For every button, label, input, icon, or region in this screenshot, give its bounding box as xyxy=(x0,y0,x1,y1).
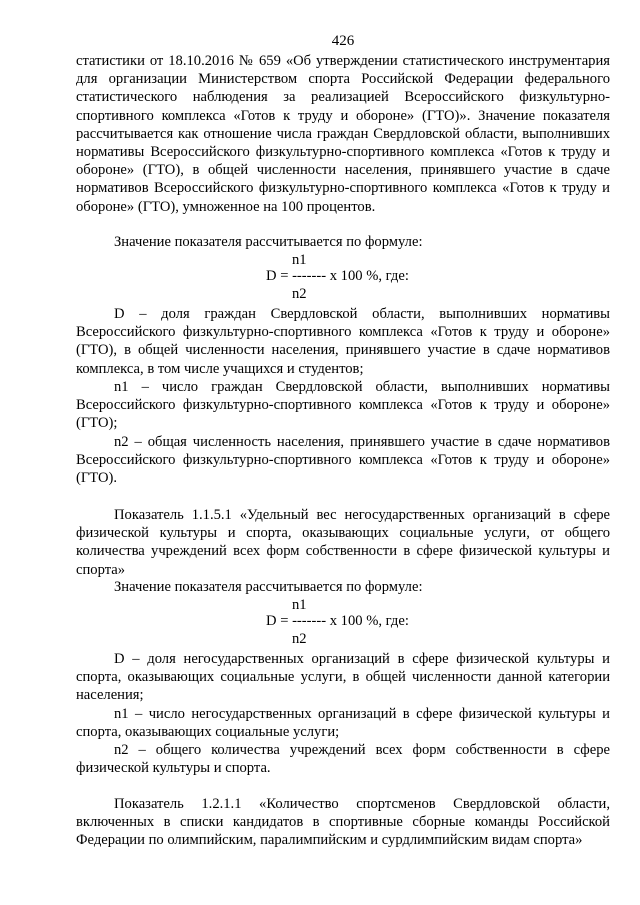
formula-numerator: n1 xyxy=(292,597,307,613)
paragraph-indicator-1211: Показатель 1.2.1.1 «Количество спортсменов Свердловской области, включенных в списки кандидатов в спортивные сборные команды Российской Федерации по олимпийским, паралимпийским и сурдлимпийским видам спорта» xyxy=(76,796,610,849)
formula-equation: D = ------- х 100 %, где: xyxy=(266,613,409,629)
paragraph-formula-intro-2: Значение показателя рассчитывается по формуле: xyxy=(114,579,423,595)
formula-equation: D = ------- х 100 %, где: xyxy=(266,268,409,284)
formula-denominator: n2 xyxy=(292,286,307,302)
paragraph-n2-definition-2: n2 – общего количества учреждений всех форм собственности в сфере физической культуры и спорта. xyxy=(76,742,610,777)
formula-denominator: n2 xyxy=(292,631,307,647)
paragraph-n1-definition-2: n1 – число негосударственных организаций в сфере физической культуры и спорта, оказывающих социальные услуги; xyxy=(76,706,610,741)
paragraph-d-definition: D – доля граждан Свердловской области, выполнивших нормативы Всероссийского физкультурно-спортивного комплекса «Готов к труду и обороне» (ГТО), в общей численности населения, принявшего участие в сдаче нормативов комплекса, в том числе учащихся и студентов; xyxy=(76,306,610,377)
formula-numerator: n1 xyxy=(292,252,307,268)
paragraph-d-definition-2: D – доля негосударственных организаций в сфере физической культуры и спорта, оказывающих социальные услуги, в общей численности данной категории населения; xyxy=(76,651,610,704)
page-number: 426 xyxy=(331,33,355,49)
paragraph-n1-definition: n1 – число граждан Свердловской области, выполнивших нормативы Всероссийского физкультурно-спортивного комплекса «Готов к труду и обороне» (ГТО); xyxy=(76,379,610,432)
paragraph-intro: статистики от 18.10.2016 № 659 «Об утверждении статистического инструментария для организации Министерством спорта Российской Федерации федерального статистического наблюдения за реализацией Всероссийского физкультурно-спортивного комплекса «Готов к труду и обороне» (ГТО)». Значение показателя рассчитывается как отношение числа граждан Свердловской области, выполнивших нормативы Всероссийского физкультурно-спортивного комплекса «Готов к труду и обороне» (ГТО), в общей численности населения, принявшего участие в сдаче нормативов Всероссийского физкультурно-спортивного комплекса «Готов к труду и обороне» (ГТО), умноженное на 100 процентов. xyxy=(76,53,610,215)
paragraph-indicator-1151: Показатель 1.1.5.1 «Удельный вес негосударственных организаций в сфере физической культуры и спорта, оказывающих социальные услуги, от общего количества учреждений всех форм собственности в сфере физической культуры и спорта» xyxy=(76,507,610,578)
paragraph-n2-definition: n2 – общая численность населения, принявшего участие в сдаче нормативов Всероссийского физкультурно-спортивного комплекса «Готов к труду и обороне» (ГТО). xyxy=(76,434,610,487)
paragraph-formula-intro: Значение показателя рассчитывается по формуле: xyxy=(114,234,423,250)
